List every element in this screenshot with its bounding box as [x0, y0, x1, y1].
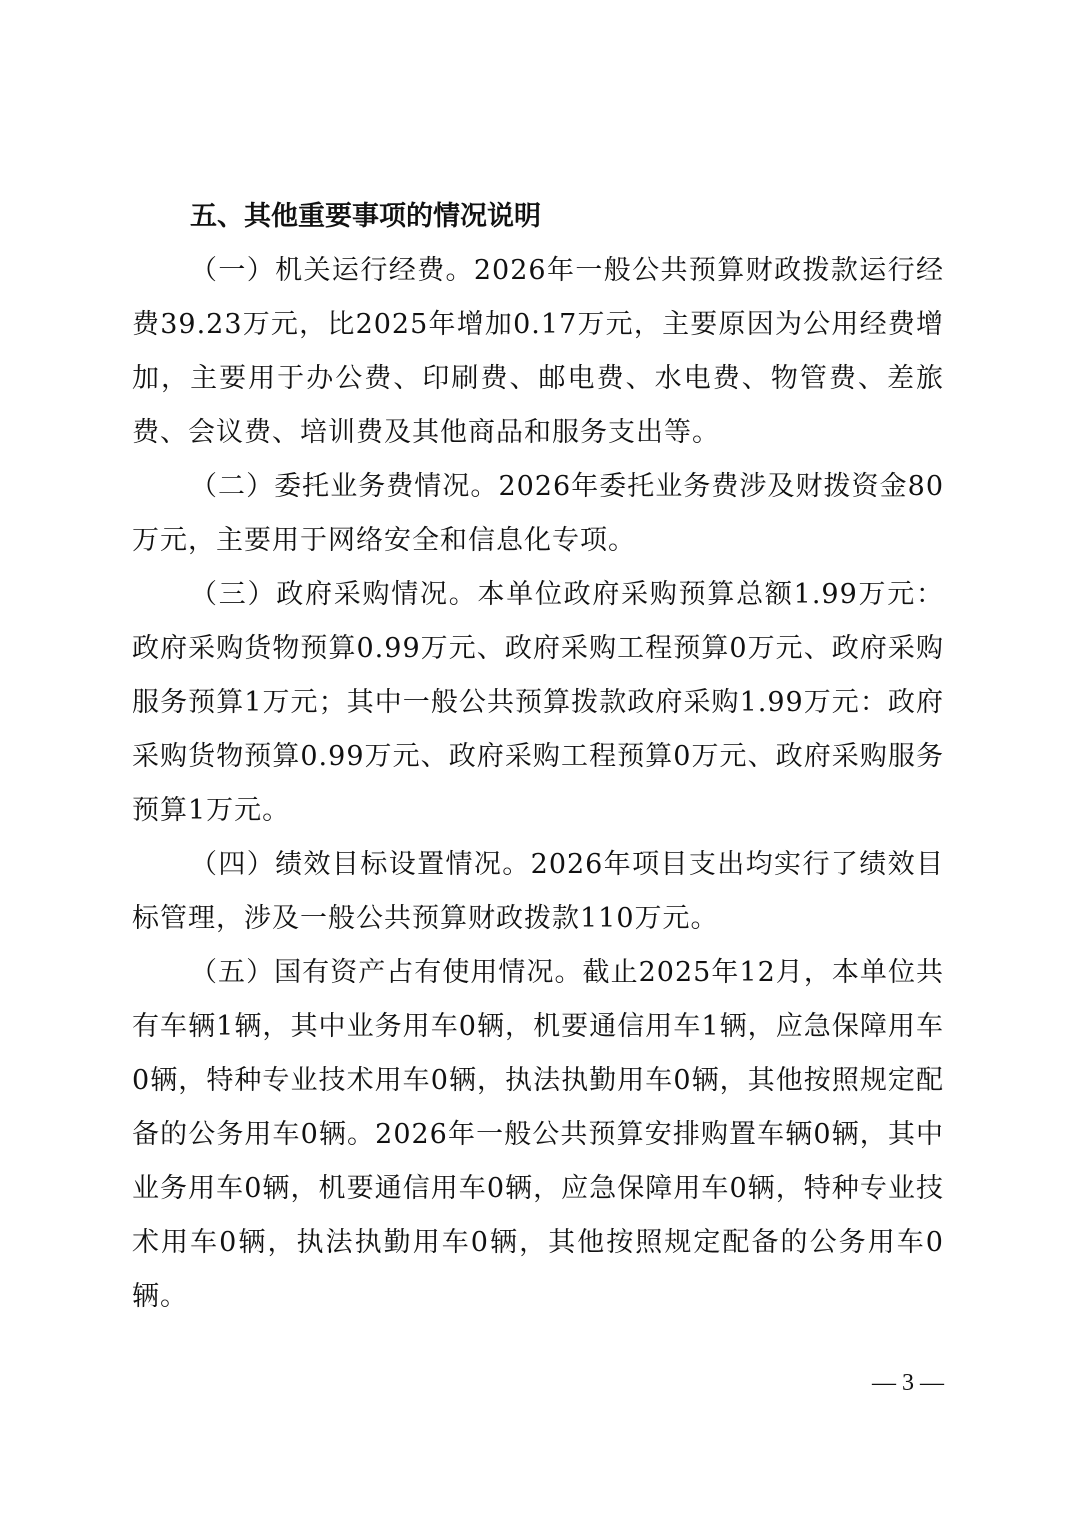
paragraph-performance-targets — [132, 838, 944, 946]
page-number: — 3 — — [872, 1370, 944, 1396]
paragraph-office-operating-expenses — [132, 244, 944, 460]
document-page — [132, 190, 944, 1324]
paragraph-lead: （五）国有资产占有使用情况。 — [190, 957, 583, 988]
paragraph-government-procurement — [132, 568, 944, 838]
paragraph-state-assets — [132, 946, 944, 1324]
paragraph-entrusted-business-fees — [132, 460, 944, 568]
paragraph-body: 本单位政府采购预算总额1.99万元：政府采购货物预算0.99万元、政府采购工程预算0万元、政府采购服务预算1万元；其中一般公共预算拨款政府采购1.99万元：政府采购货物预算0.99万元、政府采购工程预算0万元、政府采购服务预算1万元。 — [132, 579, 944, 826]
paragraph-lead: （三）政府采购情况。 — [190, 579, 478, 610]
paragraph-lead: （二）委托业务费情况。 — [190, 471, 499, 502]
paragraph-lead: （一）机关运行经费。 — [190, 255, 474, 286]
paragraph-body: 2026年一般公共预算财政拨款运行经费39.23万元，比2025年增加0.17万元，主要原因为公用经费增加，主要用于办公费、印刷费、邮电费、水电费、物管费、差旅费、会议费、培训费及其他商品和服务支出等。 — [132, 255, 945, 448]
paragraph-body: 2026年委托业务费涉及财拨资金80万元，主要用于网络安全和信息化专项。 — [132, 471, 945, 556]
paragraph-body: 截止2025年12月，本单位共有车辆1辆，其中业务用车0辆，机要通信用车1辆，应急保障用车0辆，特种专业技术用车0辆，执法执勤用车0辆，其他按照规定配备的公务用车0辆。2026年一般公共预算安排购置车辆0辆，其中业务用车0辆，机要通信用车0辆，应急保障用车0辆，特种专业技术用车0辆，执法执勤用车0辆，其他按照规定配备的公务用车0辆。 — [132, 957, 944, 1312]
paragraph-lead: （四）绩效目标设置情况。 — [190, 849, 531, 880]
paragraph-body: 2026年项目支出均实行了绩效目标管理，涉及一般公共预算财政拨款110万元。 — [132, 849, 944, 934]
section-heading: 五、其他重要事项的情况说明 — [190, 201, 541, 232]
